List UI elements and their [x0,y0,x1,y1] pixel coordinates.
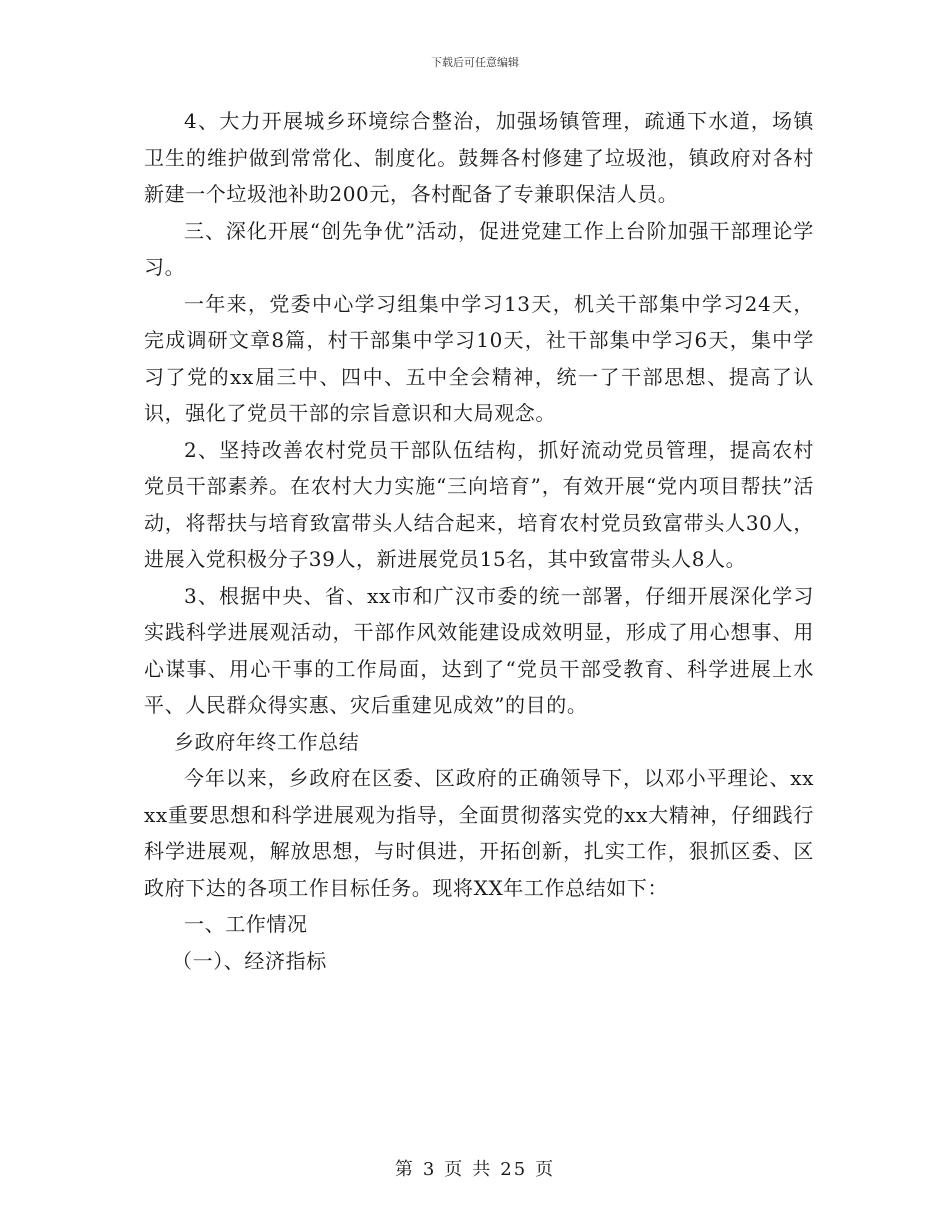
heading-work-status: 一、工作情况 [184,912,308,936]
paragraph-6: 今年以来，乡政府在区委、区政府的正确领导下，以邓小平理论、xxxx重要思想和科学进展观为指导，全面贯彻落实党的xx大精神，仔细践行科学进展观，解放思想，与时俱进，开拓创新，扎实工作，狠抓区委、区政府下达的各项工作目标任务。现将XX年工作总结如下： [144,766,814,900]
footer-label-page: 第 [394,1159,415,1180]
footer-label-total-unit: 页 [535,1159,556,1180]
paragraph-3: 一年来，党委中心学习组集中学习13天，机关干部集中学习24天，完成调研文章8篇，村干部集中学习10天，社干部集中学习6天，集中学习了党的xx届三中、四中、五中全会精神，统一了干部思想、提高了认识，强化了党员干部的宗旨意识和大局观念。 [144,291,814,425]
footer-current-page: 3 [422,1159,437,1180]
page-footer [0,1155,950,1181]
paragraph-4: 2、坚持改善农村党员干部队伍结构，抓好流动党员管理，提高农村党员干部素养。在农村大力实施“三向培育”，有效开展“党内项目帮扶”活动，将帮扶与培育致富带头人结合起来，培育农村党员致富带头人30人，进展入党积极分子39人，新进展党员15名，其中致富带头人8人。 [144,437,814,571]
footer-label-total: 共 [472,1159,493,1180]
footer-total-pages: 25 [500,1159,528,1180]
paragraph-1: 4、大力开展城乡环境综合整治，加强场镇管理，疏通下水道，场镇卫生的维护做到常常化、制度化。鼓舞各村修建了垃圾池，镇政府对各村新建一个垃圾池补助200元，各村配备了专兼职保洁人员。 [144,109,814,206]
section-title: 乡政府年终工作总结 [174,729,360,754]
paragraph-2: 三、深化开展“创先争优”活动，促进党建工作上台阶加强干部理论学习。 [144,218,814,279]
heading-economic-indicators: （一）、经济指标 [172,948,327,973]
paragraph-5: 3、根据中央、省、xx市和广汉市委的统一部署，仔细开展深化学习实践科学进展观活动，干部作风效能建设成效明显，形成了用心想事、用心谋事、用心干事的工作局面，达到了“党员干部受教育、科学进展上水平、人民群众得实惠、灾后重建见成效”的目的。 [144,583,814,717]
footer-label-page-unit: 页 [444,1159,465,1180]
document-body [144,103,814,979]
page-header: 下载后可任意编辑 [431,56,519,69]
